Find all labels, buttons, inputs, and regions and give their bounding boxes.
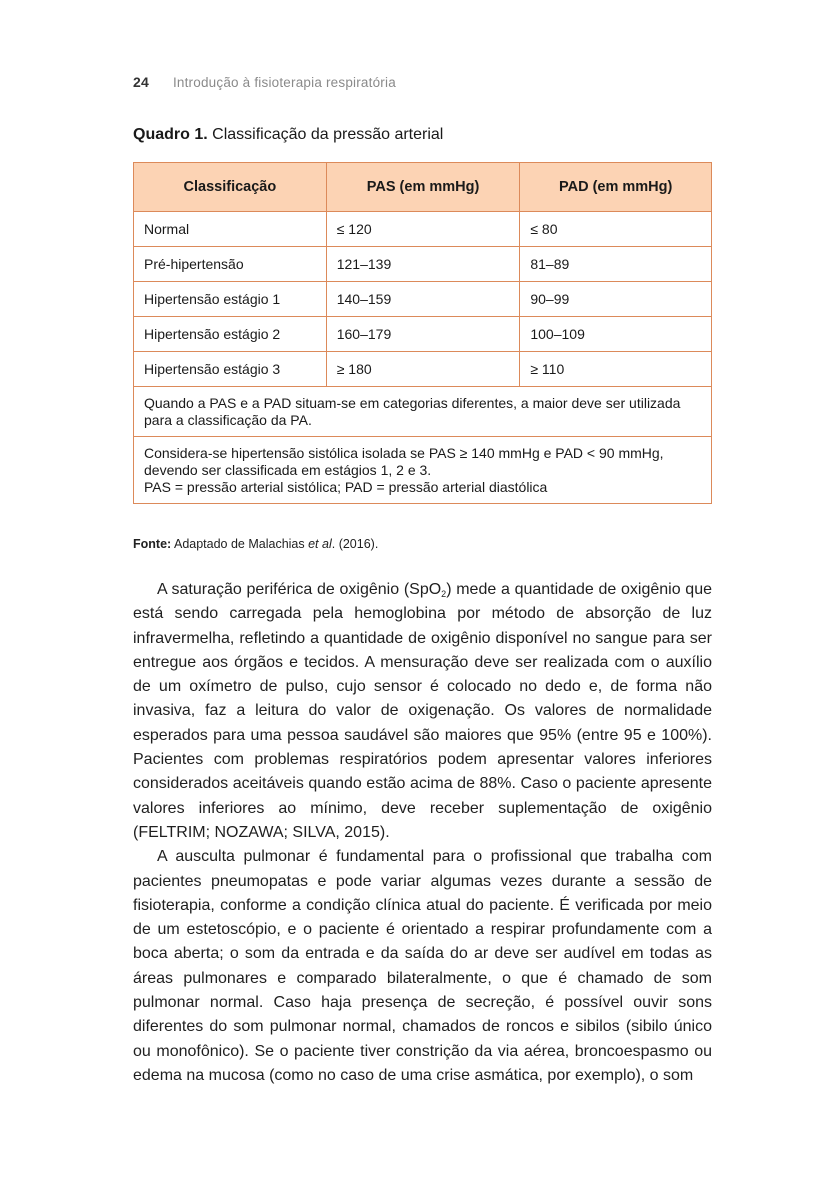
cell-pad: ≥ 110 [520, 352, 712, 387]
cell-pas: 140–159 [326, 282, 520, 317]
cell-classificacao: Hipertensão estágio 3 [134, 352, 327, 387]
cell-classificacao: Normal [134, 212, 327, 247]
running-title: Introdução à fisioterapia respiratória [172, 75, 396, 90]
source-italic: et al [308, 537, 332, 551]
caption-text: Classificação da pressão arterial [212, 126, 444, 143]
table-row [134, 317, 712, 352]
cell-pas: 160–179 [326, 317, 520, 352]
cell-pas: ≤ 120 [326, 212, 520, 247]
table-note [134, 437, 712, 504]
page-number: 24 [133, 74, 149, 90]
cell-pad: 90–99 [520, 282, 712, 317]
table-note-line: Considera-se hipertensão sistólica isolada se PAS ≥ 140 mmHg e PAD < 90 mmHg, devendo ser classificada em estágios 1, 2 e 3. [144, 445, 664, 478]
table-note-line: PAS = pressão arterial sistólica; PAD = pressão arterial diastólica [144, 479, 548, 495]
column-header-pas: PAS (em mmHg) [326, 163, 520, 212]
subscript: 2 [441, 589, 447, 599]
column-header-classificacao: Classificação [134, 163, 327, 212]
cell-pad: 100–109 [520, 317, 712, 352]
table-row [134, 282, 712, 317]
table-caption [133, 126, 443, 144]
column-header-pad: PAD (em mmHg) [520, 163, 712, 212]
source-label: Fonte: [133, 537, 172, 551]
paragraph-text: ) mede a quantidade de oxigênio que está sendo carregada pela hemoglobina por método de absorção de luz infravermelha, refletindo a quantidade de oxigênio disponível no sangue para ser entregue aos órgãos e tecidos. A mensuração deve ser realizada com o auxílio de um oxímetro de pulso, cujo sensor é colocado no dedo e, de forma não invasiva, faz a leitura do valor de oxigenação. Os valores de normalidade esperados para uma pessoa saudável são maiores que 95% (entre 95 e 100%). Pacientes com problemas respiratórios podem apresentar valores inferiores considerados aceitáveis quando estão acima de 88%. Caso o paciente apresente valores inferiores ao mínimo, deve receber suplementação de oxigênio (FELTRIM; NOZAWA; SILVA, 2015). [133, 581, 713, 841]
source-text-end: . (2016). [331, 537, 379, 551]
body-text [133, 578, 712, 1088]
cell-classificacao: Hipertensão estágio 2 [134, 317, 327, 352]
source-text: Adaptado de Malachias [173, 537, 309, 551]
cell-pad: 81–89 [520, 247, 712, 282]
paragraph-ausculta: A ausculta pulmonar é fundamental para o profissional que trabalha com pacientes pneumopatas e pode variar algumas vezes durante a sessão de fisioterapia, conforme a condição clínica atual do paciente. É verificada por meio de um estetoscópio, e o paciente é orientado a respirar profundamente com a boca aberta; o som da entrada e da saída do ar deve ser audível em todas as áreas pulmonares e comparado bilateralmente, o que é chamado de som pulmonar normal. Caso haja presença de secreção, é possível ouvir sons diferentes do som pulmonar normal, chamados de roncos e sibilos (sibilo único ou monofônico). Se o paciente tiver constrição da via aérea, broncoespasmo ou edema na mucosa (como no caso de uma crise asmática, por exemplo), o som [133, 848, 712, 1084]
table-row [134, 212, 712, 247]
table-row [134, 247, 712, 282]
paragraph-spo2 [133, 578, 712, 845]
running-header [133, 74, 396, 90]
cell-pas: 121–139 [326, 247, 520, 282]
table-note-row [134, 387, 712, 437]
cell-classificacao: Pré-hipertensão [134, 247, 327, 282]
caption-label: Quadro 1. [133, 126, 208, 143]
table-note-row [134, 437, 712, 504]
table-row [134, 352, 712, 387]
cell-pas: ≥ 180 [326, 352, 520, 387]
table-source [133, 537, 378, 551]
table-header-row [134, 163, 712, 212]
table-note: Quando a PAS e a PAD situam-se em categorias diferentes, a maior deve ser utilizada para a classificação da PA. [134, 387, 712, 437]
blood-pressure-table [133, 162, 712, 504]
paragraph-text: A saturação periférica de oxigênio (SpO [157, 581, 442, 598]
cell-classificacao: Hipertensão estágio 1 [134, 282, 327, 317]
cell-pad: ≤ 80 [520, 212, 712, 247]
